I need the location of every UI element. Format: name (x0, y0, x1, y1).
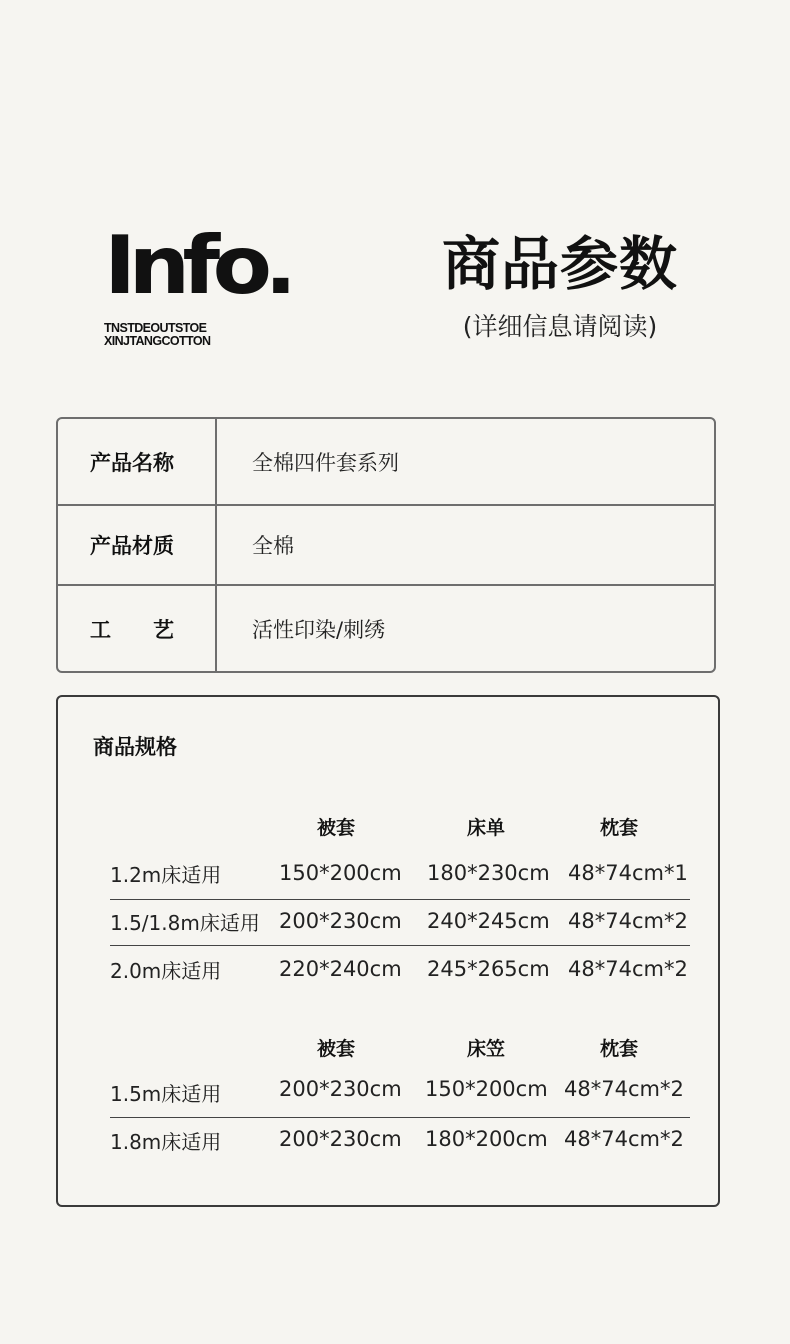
param-label: 产品材质 (90, 534, 174, 558)
param-label: 工 艺 (90, 618, 174, 642)
spec-section (56, 695, 720, 1207)
param-row-craft (58, 586, 714, 672)
spec-row-label: 1.2m床适用 (110, 863, 222, 887)
spec-header: 枕套 (600, 1038, 639, 1060)
spec-cell: 180*200cm (425, 1127, 548, 1151)
brand-logo (104, 219, 344, 348)
spec-cell: 48*74cm*2 (564, 1127, 684, 1151)
row-separator (110, 945, 690, 946)
spec-cell: 200*230cm (279, 909, 402, 933)
page-title: 商品参数 (441, 230, 678, 298)
spec-title: 商品规格 (93, 735, 177, 759)
param-value: 全棉四件套系列 (252, 451, 399, 475)
spec-header: 被套 (317, 1038, 356, 1060)
spec-cell: 240*245cm (427, 909, 550, 933)
spec-cell: 48*74cm*2 (568, 909, 688, 933)
spec-header: 被套 (317, 817, 356, 839)
spec-cell: 200*230cm (279, 1077, 402, 1101)
logo-tagline (104, 322, 344, 348)
spec-header: 床笠 (467, 1038, 506, 1060)
spec-cell: 48*74cm*2 (568, 957, 688, 981)
product-params-table (56, 417, 716, 673)
logo-tagline-line2: XINJTANGCOTTON (104, 334, 211, 348)
param-row-name (58, 419, 714, 505)
logo-tagline-line1: TNSTDEOUTSTOE (104, 321, 207, 335)
page-subtitle: (详细信息请阅读) (462, 312, 658, 341)
spec-cell: 150*200cm (279, 861, 402, 885)
spec-row-label: 1.5m床适用 (110, 1082, 222, 1106)
spec-cell: 150*200cm (425, 1077, 548, 1101)
row-separator (110, 899, 690, 900)
spec-cell: 48*74cm*2 (564, 1077, 684, 1101)
row-separator (110, 1117, 690, 1118)
spec-header: 枕套 (600, 817, 639, 839)
spec-cell: 200*230cm (279, 1127, 402, 1151)
spec-cell: 220*240cm (279, 957, 402, 981)
param-label: 产品名称 (90, 451, 174, 475)
spec-cell: 180*230cm (427, 861, 550, 885)
spec-cell: 48*74cm*1 (568, 861, 688, 885)
param-row-material (58, 505, 714, 585)
spec-row-label: 1.5/1.8m床适用 (110, 911, 260, 935)
spec-row-label: 2.0m床适用 (110, 959, 222, 983)
spec-cell: 245*265cm (427, 957, 550, 981)
spec-header: 床单 (467, 817, 506, 839)
spec-row-label: 1.8m床适用 (110, 1130, 222, 1154)
logo-wordmark: Info. (104, 219, 290, 312)
param-value: 全棉 (252, 534, 294, 558)
param-value: 活性印染/刺绣 (252, 618, 386, 642)
